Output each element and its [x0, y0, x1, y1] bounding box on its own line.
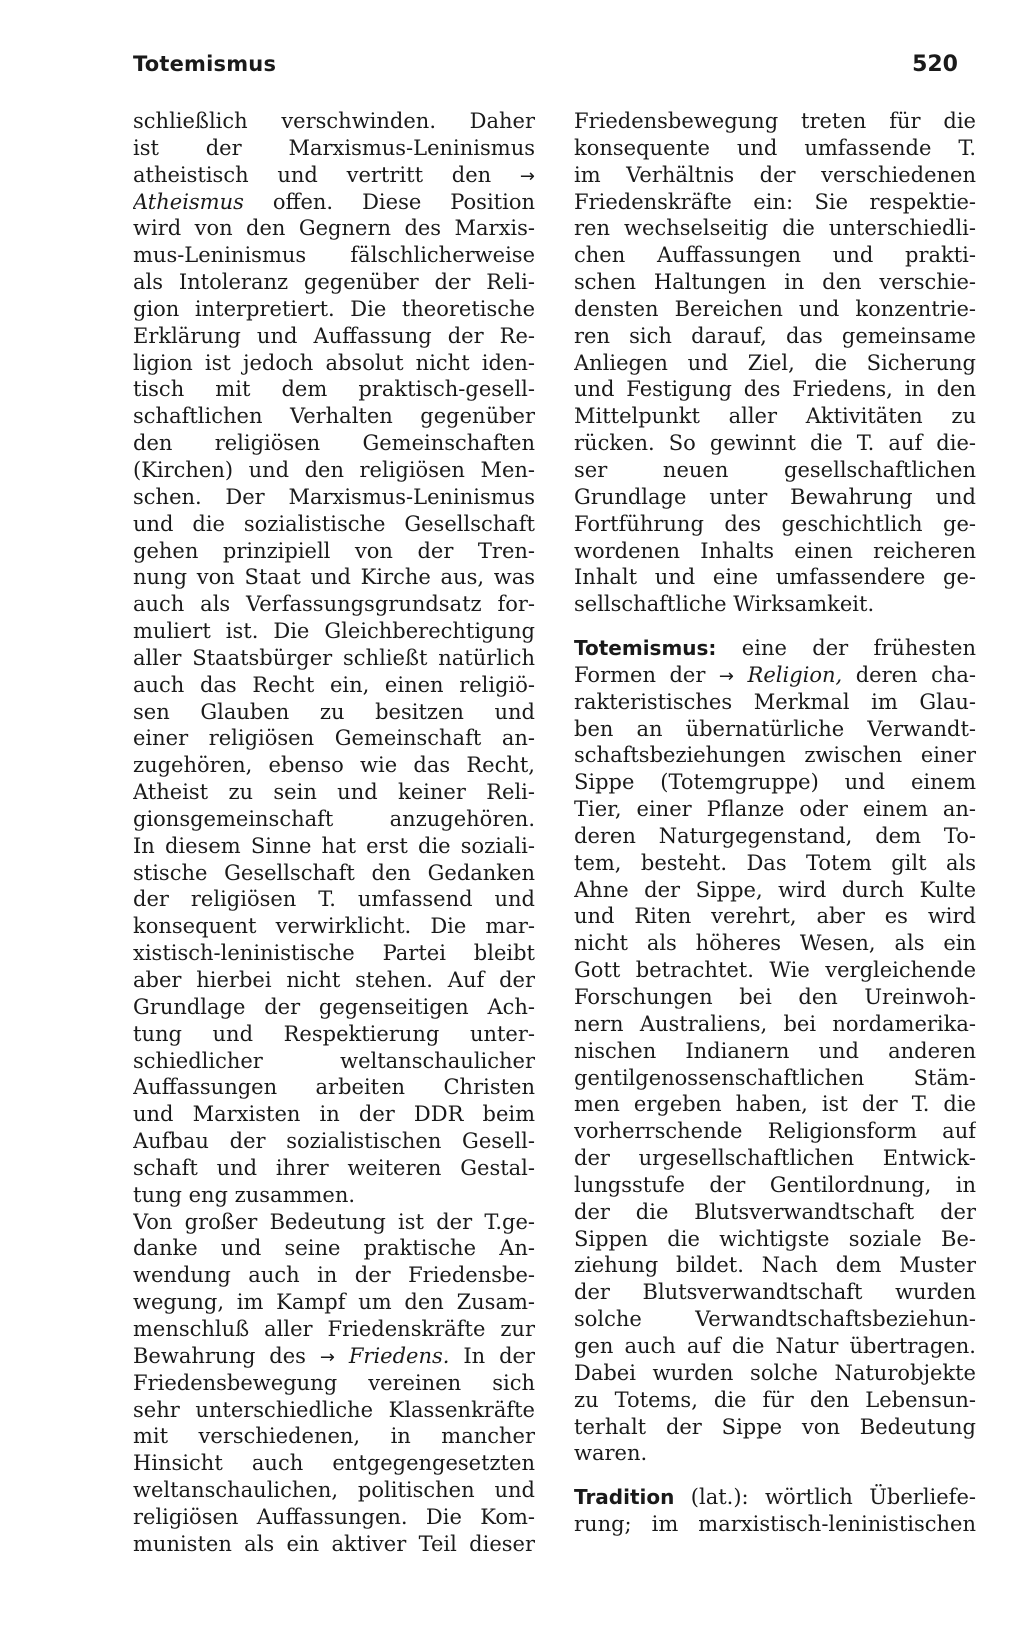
text-line: atheistisch und vertritt den → [133, 162, 535, 187]
text-line: Von großer Bedeutung ist der T.ge- [133, 1209, 535, 1234]
text-line: Gott betrachtet. Wie vergleichende [574, 958, 976, 983]
text-line: wordenen Inhalts einen reicheren [574, 538, 976, 563]
text-line: der die Blutsverwandtschaft der [574, 1199, 976, 1224]
entry-keyword: Tradition [574, 1485, 675, 1510]
text-line: tisch mit dem praktisch-gesell- [133, 377, 535, 402]
text-line: aller Staatsbürger schließt natürlich [133, 645, 535, 670]
text-line: mit verschiedenen, in mancher [133, 1424, 535, 1449]
text-line: stische Gesellschaft den Gedanken [133, 860, 535, 885]
text-line: tem, besteht. Das Totem gilt als [574, 850, 976, 875]
text-line: schaft und ihrer weiteren Gestal- [133, 1155, 535, 1180]
right-text-column [574, 108, 976, 1538]
text-line: ren wechselseitig die unterschiedli- [574, 216, 976, 241]
text-line: Formen der → Religion, deren cha- [574, 662, 976, 687]
text-line: auch das Recht ein, einen religiö- [133, 672, 535, 697]
text-line: schen Haltungen in den verschie- [574, 270, 976, 295]
text-line: der religiösen T. umfassend und [133, 887, 535, 912]
text-line: und Riten verehrt, aber es wird [574, 904, 976, 929]
paragraph-gap [574, 1467, 976, 1484]
text-line: ist der Marxismus-Leninismus [133, 135, 535, 160]
text-line: lungsstufe der Gentilordnung, in [574, 1172, 976, 1197]
text-line: und Festigung des Friedens, in den [574, 377, 976, 402]
text-line: gion interpretiert. Die theoretische [133, 296, 535, 321]
text-line: chen Auffassungen und prakti- [574, 243, 976, 268]
text-line: muliert ist. Die Gleichberechtigung [133, 619, 535, 644]
text-line: densten Bereichen und konzentrie- [574, 296, 976, 321]
text-line: rakteristisches Merkmal im Glau- [574, 689, 976, 714]
text-line: solche Verwandtschaftsbeziehun- [574, 1307, 976, 1332]
text-line: nischen Indianern und anderen [574, 1038, 976, 1063]
text-line: sen Glauben zu besitzen und [133, 699, 535, 724]
text-line: sehr unterschiedliche Klassenkräfte [133, 1397, 535, 1422]
cross-reference-arrow-icon: → [718, 665, 734, 687]
text-line: xistisch-leninistische Partei bleibt [133, 941, 535, 966]
text-line: weltanschaulichen, politischen und [133, 1478, 535, 1503]
text-line: nern Australiens, bei nordamerika- [574, 1011, 976, 1036]
text-line: men ergeben haben, ist der T. die [574, 1092, 976, 1117]
text-line: Friedensbewegung treten für die [574, 109, 976, 133]
text-line: schließlich verschwinden. Daher [133, 109, 535, 133]
left-text-column [133, 108, 535, 1558]
text-line: Atheist zu sein und keiner Reli- [133, 780, 535, 805]
text-line: (Kirchen) und den religiösen Men- [133, 457, 535, 482]
text-line: auch als Verfassungsgrundsatz for- [133, 592, 535, 617]
text-line: Grundlage der gegenseitigen Ach- [133, 994, 535, 1019]
text-line: ren sich darauf, das gemeinsame [574, 323, 976, 348]
text-line: schaftsbeziehungen zwischen einer [574, 743, 976, 768]
text-line: Ahne der Sippe, wird durch Kulte [574, 877, 976, 902]
text-line: zu Totems, die für den Lebensun- [574, 1387, 976, 1412]
paragraph-gap [574, 618, 976, 635]
text-line: wegung, im Kampf um den Zusam- [133, 1290, 535, 1315]
text-line: zugehören, ebenso wie das Recht, [133, 753, 535, 778]
cross-reference-arrow-icon: → [319, 1346, 335, 1368]
text-line: Mittelpunkt aller Aktivitäten zu [574, 404, 976, 429]
text-line: nicht als höheres Wesen, als ein [574, 931, 976, 956]
text-line: sellschaftliche Wirksamkeit. [574, 592, 875, 617]
text-line: deren Naturgegenstand, dem To- [574, 823, 976, 848]
running-head-title: Totemismus [133, 52, 277, 76]
text-line: Friedensbewegung vereinen sich [133, 1370, 535, 1395]
text-line: rücken. So gewinnt die T. auf die- [574, 431, 976, 456]
text-line: gionsgemeinschaft anzugehören. [133, 806, 535, 831]
text-line: Friedenskräfte ein: Sie respektie- [574, 189, 976, 214]
text-line: Auffassungen arbeiten Christen [133, 1075, 535, 1100]
text-line: Inhalt und eine umfassendere ge- [574, 565, 976, 590]
cross-reference-term: Religion, [747, 662, 843, 687]
text-line: wird von den Gegnern des Marxis- [133, 216, 535, 241]
text-line: Forschungen bei den Ureinwoh- [574, 985, 976, 1009]
text-line: nung von Staat und Kirche aus, was [133, 565, 535, 590]
text-line: Bewahrung des → Friedens. In der [133, 1343, 535, 1368]
text-line: gentilgenossenschaftlichen Stäm- [574, 1065, 976, 1090]
text-line: Fortführung des geschichtlich ge- [574, 511, 976, 536]
text-line: ser neuen gesellschaftlichen [574, 457, 976, 482]
text-line: schaftlichen Verhalten gegenüber [133, 404, 535, 429]
text-line: ligion ist jedoch absolut nicht iden- [133, 350, 535, 375]
text-line: ziehung bildet. Nach dem Muster [574, 1253, 976, 1278]
text-line: und Marxisten in der DDR beim [133, 1102, 535, 1127]
text-line: den religiösen Gemeinschaften [133, 431, 535, 456]
text-line: im Verhältnis der verschiedenen [574, 162, 976, 187]
text-line: Sippen die wichtigste soziale Be- [574, 1226, 976, 1251]
text-line: menschluß aller Friedenskräfte zur [133, 1316, 535, 1341]
text-line: tung und Respektierung unter- [133, 1021, 535, 1046]
text-line: Totemismus: eine der frühesten [574, 636, 976, 661]
text-line: munisten als ein aktiver Teil dieser [133, 1531, 535, 1556]
page-number: 520 [912, 52, 958, 77]
text-line: Erklärung und Auffassung der Re- [133, 323, 535, 348]
text-line: tung eng zusammen. [133, 1182, 356, 1207]
text-line: gen auch auf die Natur übertragen. [574, 1333, 976, 1358]
text-line: rung; im marxistisch-leninistischen [574, 1512, 976, 1537]
cross-reference-term: Atheismus [133, 189, 244, 214]
cross-reference-term: Friedens. [348, 1343, 450, 1368]
text-line: ben an übernatürliche Verwandt- [574, 716, 976, 741]
cross-reference-arrow-icon: → [519, 165, 535, 187]
text-line: terhalt der Sippe von Bedeutung [574, 1414, 976, 1439]
text-line: danke und seine praktische An- [133, 1236, 535, 1261]
text-line: gehen prinzipiell von der Tren- [133, 538, 535, 563]
text-line: wendung auch in der Friedensbe- [133, 1263, 535, 1288]
text-line: der Blutsverwandtschaft wurden [574, 1280, 976, 1305]
text-line: Aufbau der sozialistischen Gesell- [133, 1129, 535, 1154]
text-line: Hinsicht auch entgegengesetzten [133, 1451, 535, 1476]
text-line: Atheismus offen. Diese Position [133, 189, 535, 214]
text-line: konsequente und umfassende T. [574, 135, 976, 160]
text-line: konsequent verwirklicht. Die mar- [133, 914, 535, 939]
text-line: schiedlicher weltanschaulicher [133, 1048, 535, 1073]
text-line: aber hierbei nicht stehen. Auf der [133, 968, 535, 992]
text-line: einer religiösen Gemeinschaft an- [133, 726, 535, 751]
text-line: schen. Der Marxismus-Leninismus [133, 484, 535, 509]
entry-keyword: Totemismus: [574, 636, 717, 661]
text-line: Grundlage unter Bewahrung und [574, 484, 976, 509]
text-line: religiösen Auffassungen. Die Kom- [133, 1504, 535, 1529]
text-line: Tradition (lat.): wörtlich Überliefe- [574, 1485, 976, 1510]
text-line: Dabei wurden solche Naturobjekte [574, 1360, 976, 1385]
text-line: als Intoleranz gegenüber der Reli- [133, 270, 535, 295]
text-line: In diesem Sinne hat erst die soziali- [133, 833, 535, 858]
text-line: der urgesellschaftlichen Entwick- [574, 1146, 976, 1171]
text-line: und die sozialistische Gesellschaft [133, 511, 535, 536]
text-line: Sippe (Totemgruppe) und einem [574, 770, 976, 795]
text-line: mus-Leninismus fälschlicherweise [133, 243, 535, 268]
text-line: Tier, einer Pflanze oder einem an- [574, 797, 976, 822]
text-line: vorherrschende Religionsform auf [574, 1119, 976, 1144]
text-line: Anliegen und Ziel, die Sicherung [574, 350, 976, 375]
text-line: waren. [574, 1441, 648, 1466]
